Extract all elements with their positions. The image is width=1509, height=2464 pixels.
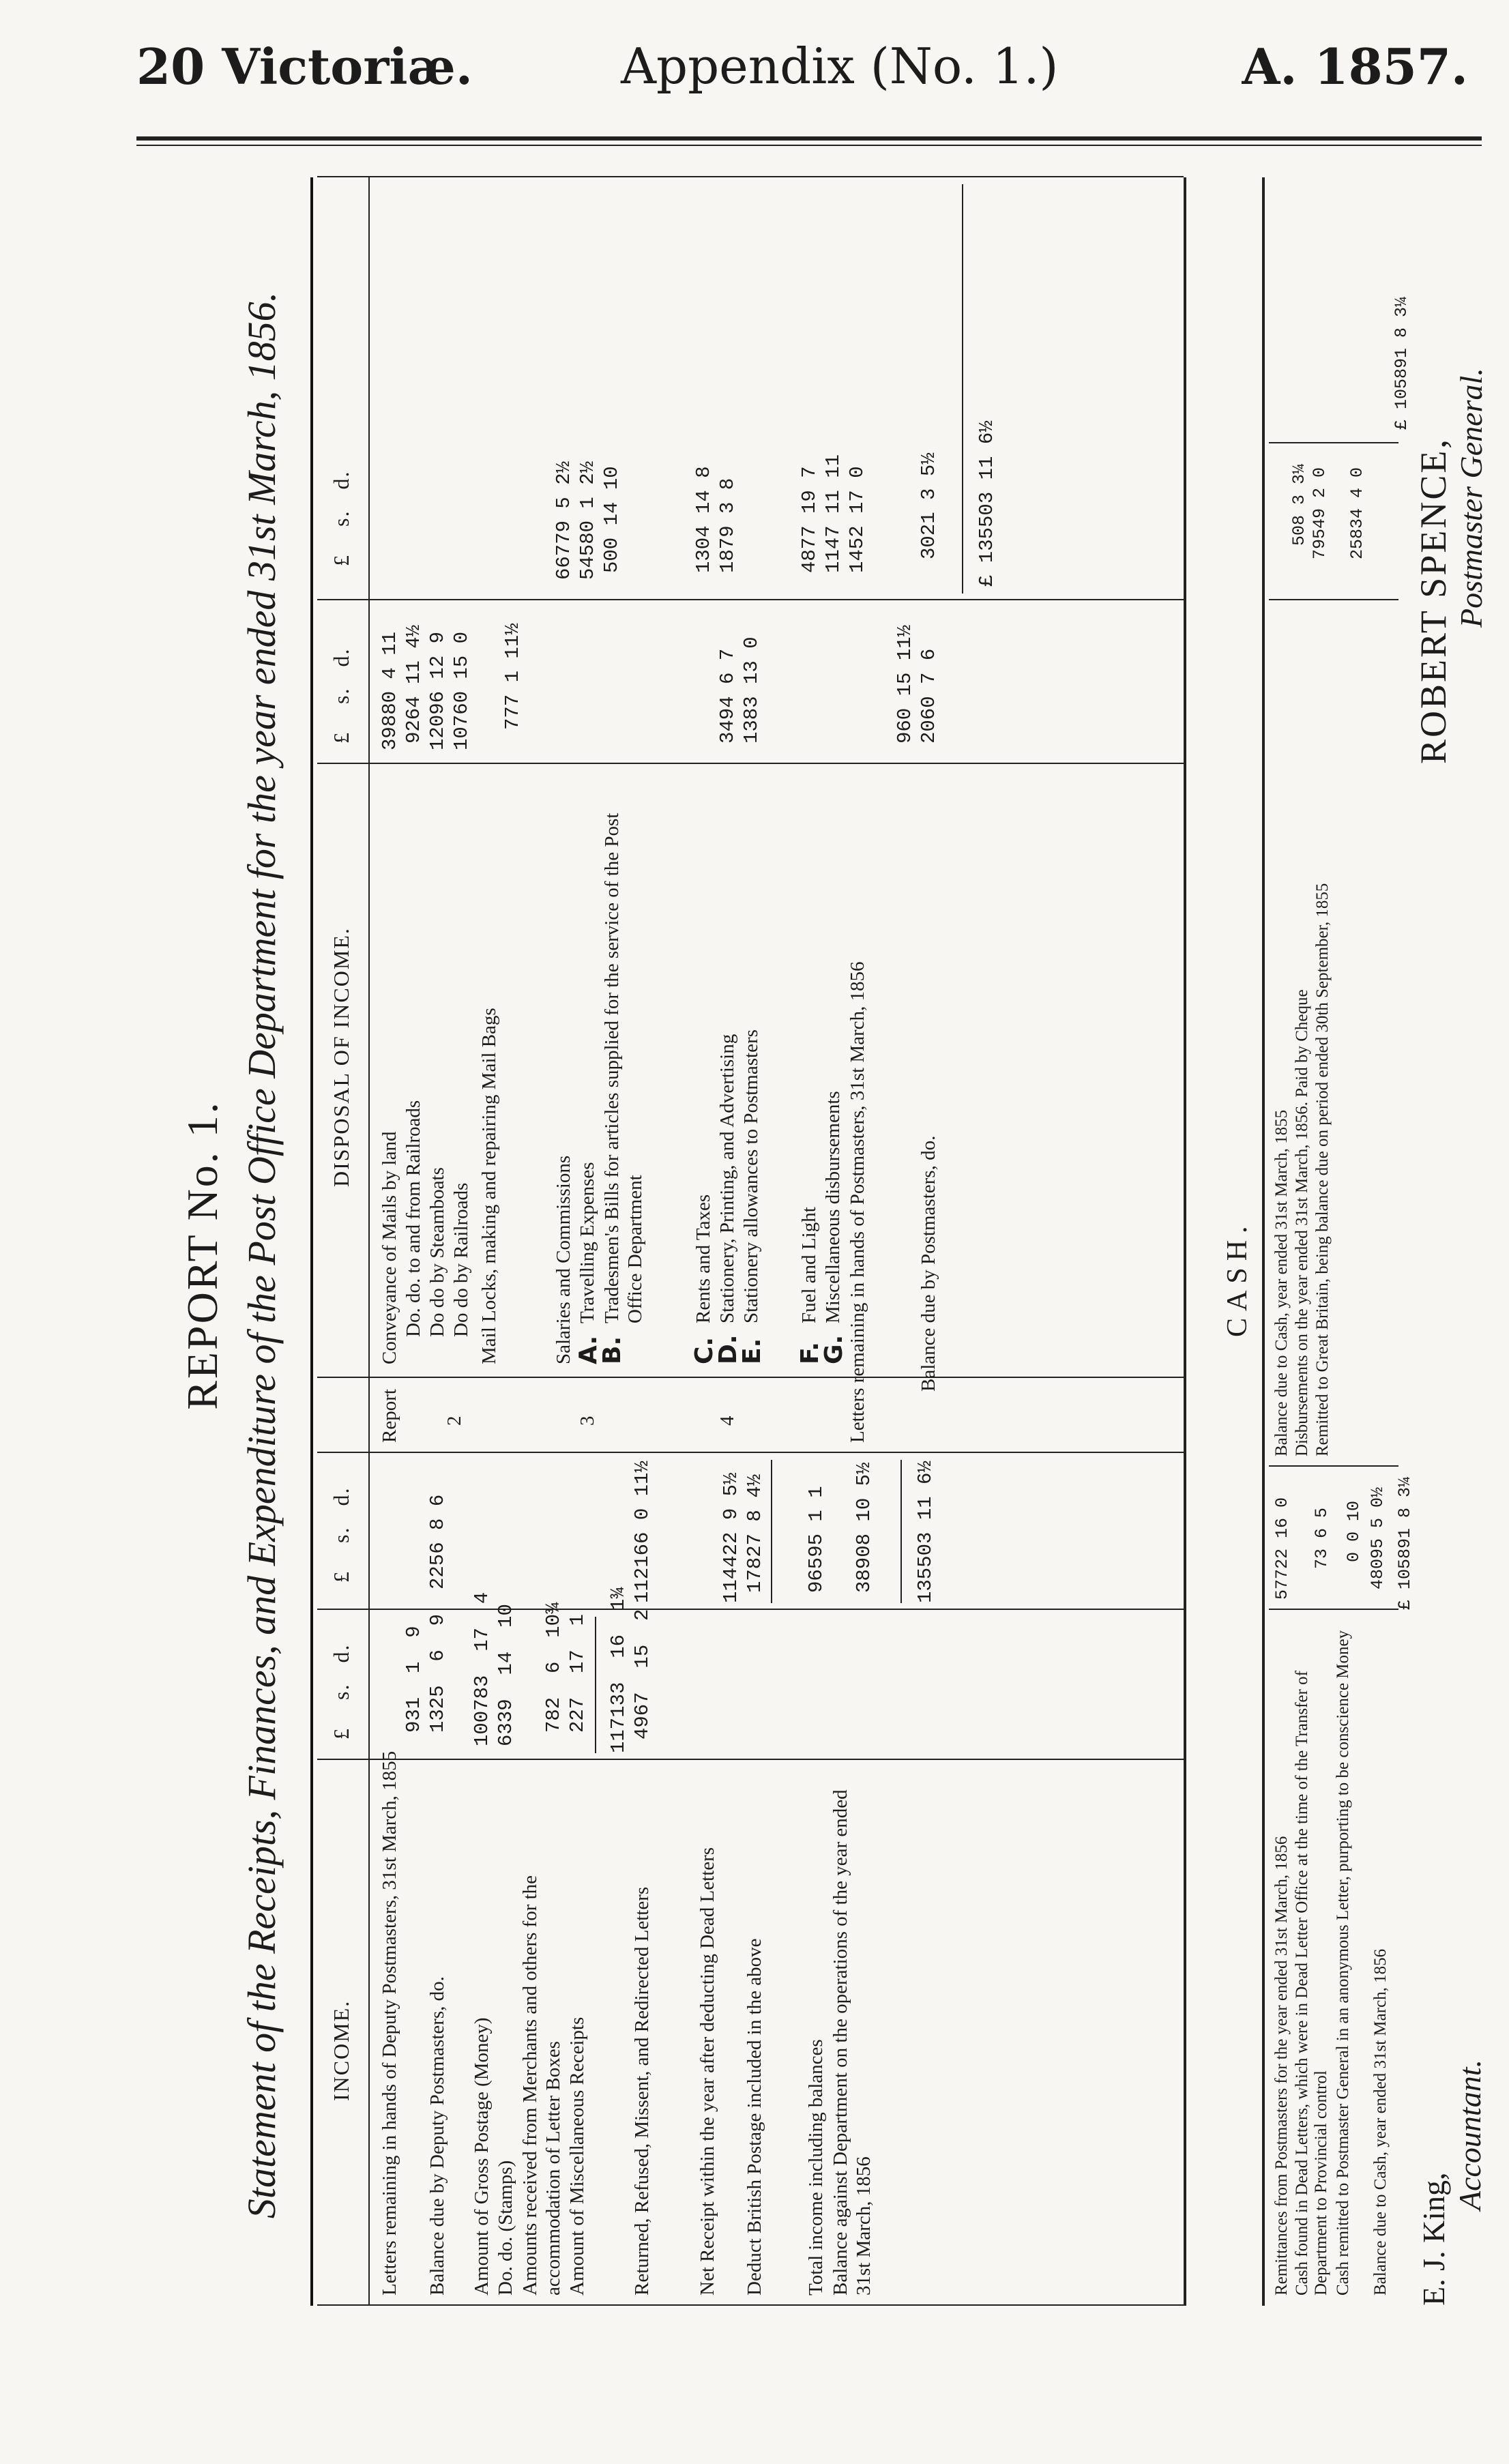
income-heading: INCOME. <box>329 1999 353 2101</box>
income-label: Amount of Gross Postage (Money) <box>471 2017 493 2296</box>
cash-left-value: 57722 16 0 <box>1272 1497 1292 1600</box>
col-line <box>1269 1609 1398 1610</box>
header-left: 20 Victoriæ. <box>136 38 473 96</box>
report-number: 2 <box>443 1416 465 1426</box>
cash-left-value: 73 6 5 <box>1312 1507 1332 1569</box>
income-label: Balance due by Deputy Postmasters, do. <box>426 1976 448 2296</box>
disposal-total: 54580 1 2½ <box>576 460 599 580</box>
cash-left-item: Remittances from Postmasters for the year ended 31st March, 1856 <box>1272 1836 1291 2296</box>
income-value: 117133 16 1¾ <box>607 1587 630 1753</box>
cash-right-value: 79549 2 0 <box>1310 467 1330 559</box>
item-tag: A. <box>574 1335 602 1364</box>
sum-rule <box>595 1617 596 1753</box>
income-label: Net Receipt within the year after deducting Dead Letters <box>697 1847 718 2296</box>
cash-title: CASH. <box>1222 1219 1253 1337</box>
col-line <box>317 2304 1184 2306</box>
disposal-item: Fuel and Light <box>798 1207 820 1323</box>
report-label: Report <box>379 1389 400 1443</box>
income-subtotal: 38908 10 5½ <box>853 1462 875 1593</box>
statement-title: Statement of the Receipts, Finances, and Expenditure of the Post Office Department for the year ended 31st March, 1856. <box>239 291 284 2219</box>
cash-right-value: 25834 4 0 <box>1347 467 1367 559</box>
income-label: Amounts received from Merchants and others for the accommodation of Letter Boxes <box>519 1875 564 2296</box>
income-label: Balance against Department on the operations of the year ended 31st March, 1856 <box>830 1789 875 2296</box>
income-label: Amount of Miscellaneous Receipts <box>566 2016 588 2296</box>
income-value: 227 17 1 <box>566 1613 589 1733</box>
disposal-item: Conveyance of Mails by land <box>379 1131 400 1364</box>
cash-left-item: Balance due to Cash, year ended 31st March, 1856 <box>1371 1948 1390 2296</box>
cash-right-item: Remitted to Great Britain, being balance due on period ended 30th September, 1855 <box>1313 883 1332 1456</box>
disposal-item: Stationery allowances to Postmasters <box>740 1029 762 1323</box>
col-line <box>317 599 1184 600</box>
col-line <box>1269 599 1398 600</box>
disposal-heading: DISPOSAL OF INCOME. <box>329 927 353 1187</box>
income-subtotal: 2256 8 6 <box>426 1494 449 1589</box>
disposal-item: Balance due by Postmasters, do. <box>918 1135 939 1392</box>
disposal-item: Letters remaining in hands of Postmasters, 31st March, 1856 <box>847 961 868 1443</box>
col-line <box>317 1759 1184 1760</box>
col-line <box>317 176 1184 177</box>
rotated-report <box>171 164 1489 2347</box>
item-tag: C. <box>690 1336 718 1364</box>
income-label: Do. do. (Stamps) <box>495 2160 516 2296</box>
income-value: 931 1 9 <box>402 1626 425 1733</box>
disposal-item: Do do by Steamboats <box>426 1167 448 1337</box>
col-line <box>317 1377 1184 1378</box>
income-label: Total income including balances <box>805 2039 827 2296</box>
income-value: 1325 6 9 <box>426 1613 449 1733</box>
disposal-total: 1147 11 11 <box>822 454 845 573</box>
disposal-value: 9264 11 4½ <box>402 624 425 744</box>
income-label: Letters remaining in hands of Deputy Postmasters, 31st March, 1855 <box>379 1750 400 2296</box>
report-number: 3 <box>576 1416 598 1426</box>
income-label: Returned, Refused, Missent, and Redirected Letters <box>631 1886 653 2296</box>
disposal-value: 10760 15 0 <box>450 631 473 750</box>
header-center: Appendix (No. 1.) <box>621 38 1059 95</box>
disposal-total: 3021 3 5½ <box>918 452 940 559</box>
disposal-item: Salaries and Commissions <box>553 1155 574 1364</box>
disposal-total: 4877 19 7 <box>798 466 821 573</box>
disposal-item: Rents and Taxes <box>692 1194 714 1323</box>
income-grand-total: 135503 11 6½ <box>914 1461 937 1603</box>
accountant-name: E. J. King, <box>1416 2172 1451 2306</box>
disposal-item: Do. do. to and from Railroads <box>402 1100 424 1337</box>
disposal-total: 1304 14 8 <box>692 466 715 573</box>
cash-right-item: Disbursements on the year ended 31st March, 1856. Paid by Cheque <box>1293 989 1311 1456</box>
lsd-heading: £ s. d. <box>329 1486 353 1583</box>
income-value: 6339 14 10 <box>495 1604 517 1746</box>
disposal-total: 1452 17 0 <box>846 466 868 573</box>
sum-rule <box>962 184 963 593</box>
col-line <box>1269 442 1398 443</box>
lsd-heading: £ s. d. <box>329 1643 353 1740</box>
cash-right-total: £ 105891 8 3¼ <box>1392 296 1411 430</box>
disposal-grand-total: £ 135503 11 6½ <box>976 420 998 587</box>
cash-left-item: Cash remitted to Postmaster General in an anonymous Letter, purporting to be conscience Money <box>1334 1630 1352 2296</box>
disposal-value: 777 1 11½ <box>501 623 524 730</box>
disposal-item: Miscellaneous disbursements <box>822 1091 844 1323</box>
header-underline <box>368 177 370 2306</box>
income-subtotal: 112166 0 11½ <box>631 1461 654 1603</box>
income-value: 100783 17 4 <box>471 1592 493 1746</box>
disposal-value: 3494 6 7 <box>716 648 739 744</box>
item-tag: B. <box>598 1336 626 1364</box>
cash-right-item: Balance due to Cash, year ended 31st March, 1855 <box>1272 1109 1291 1456</box>
disposal-total: 66779 5 2½ <box>553 460 575 580</box>
item-tag: E. <box>738 1338 766 1364</box>
col-line <box>317 763 1184 764</box>
disposal-item: Do do by Railroads <box>450 1182 472 1337</box>
header-right: A. 1857. <box>1242 38 1468 96</box>
cash-left-value: 0 0 10 <box>1344 1500 1364 1562</box>
income-value: 4967 15 2 <box>631 1609 654 1740</box>
disposal-value: 12096 12 9 <box>426 631 449 750</box>
sum-rule <box>771 1460 772 1603</box>
disposal-item: Mail Locks, making and repairing Mail Bags <box>478 1008 500 1364</box>
disposal-item: Stationery, Printing, and Advertising <box>716 1033 738 1323</box>
income-subtotal: 114422 9 5½ <box>720 1472 742 1603</box>
income-subtotal: 96595 1 1 <box>805 1486 827 1593</box>
header-rule-thin <box>136 145 1482 146</box>
report-title: REPORT No. 1. <box>178 1100 226 1410</box>
cash-left-total: £ 105891 8 3¼ <box>1395 1476 1415 1610</box>
disposal-value: 1383 13 0 <box>740 636 763 744</box>
sum-rule <box>900 1460 902 1603</box>
item-tag: G. <box>820 1334 848 1364</box>
report-number: 4 <box>716 1416 738 1426</box>
disposal-value: 2060 7 6 <box>918 648 940 744</box>
table-bottom-rule <box>1184 177 1186 2306</box>
disposal-total: 500 14 10 <box>600 466 623 573</box>
income-subtotal: 17827 8 4½ <box>744 1473 766 1593</box>
cash-top-rule <box>1262 177 1265 2306</box>
accountant-title: Accountant. <box>1452 2059 1487 2210</box>
income-label: Deduct British Postage included in the above <box>744 1938 765 2296</box>
disposal-value: 960 15 11½ <box>894 624 916 744</box>
postmaster-name: ROBERT SPENCE, <box>1413 437 1454 764</box>
col-line <box>317 1609 1184 1610</box>
cash-left-item: Cash found in Dead Letters, which were in Dead Letter Office at the time of the Transfer of Department to Provincial control <box>1293 1671 1330 2296</box>
lsd-heading: £ s. d. <box>329 470 353 566</box>
disposal-item: Travelling Expenses <box>576 1162 598 1323</box>
cash-right-value: 508 3 3¼ <box>1289 463 1309 546</box>
postmaster-title: Postmaster General. <box>1454 368 1489 628</box>
income-value: 782 6 10¾ <box>542 1602 565 1733</box>
lsd-heading: £ s. d. <box>329 647 353 744</box>
item-tag: F. <box>796 1342 824 1364</box>
cash-left-value: 48095 5 0½ <box>1368 1486 1388 1589</box>
col-line <box>1269 1465 1398 1467</box>
disposal-value: 39880 4 11 <box>379 631 401 750</box>
table-top-rule <box>310 177 313 2306</box>
col-line <box>317 1452 1184 1453</box>
item-tag: D. <box>714 1334 742 1364</box>
disposal-total: 1879 3 8 <box>716 478 739 573</box>
disposal-item: Tradesmen's Bills for articles supplied for the service of the Post Office Department <box>601 812 646 1323</box>
header-rule <box>136 136 1482 141</box>
